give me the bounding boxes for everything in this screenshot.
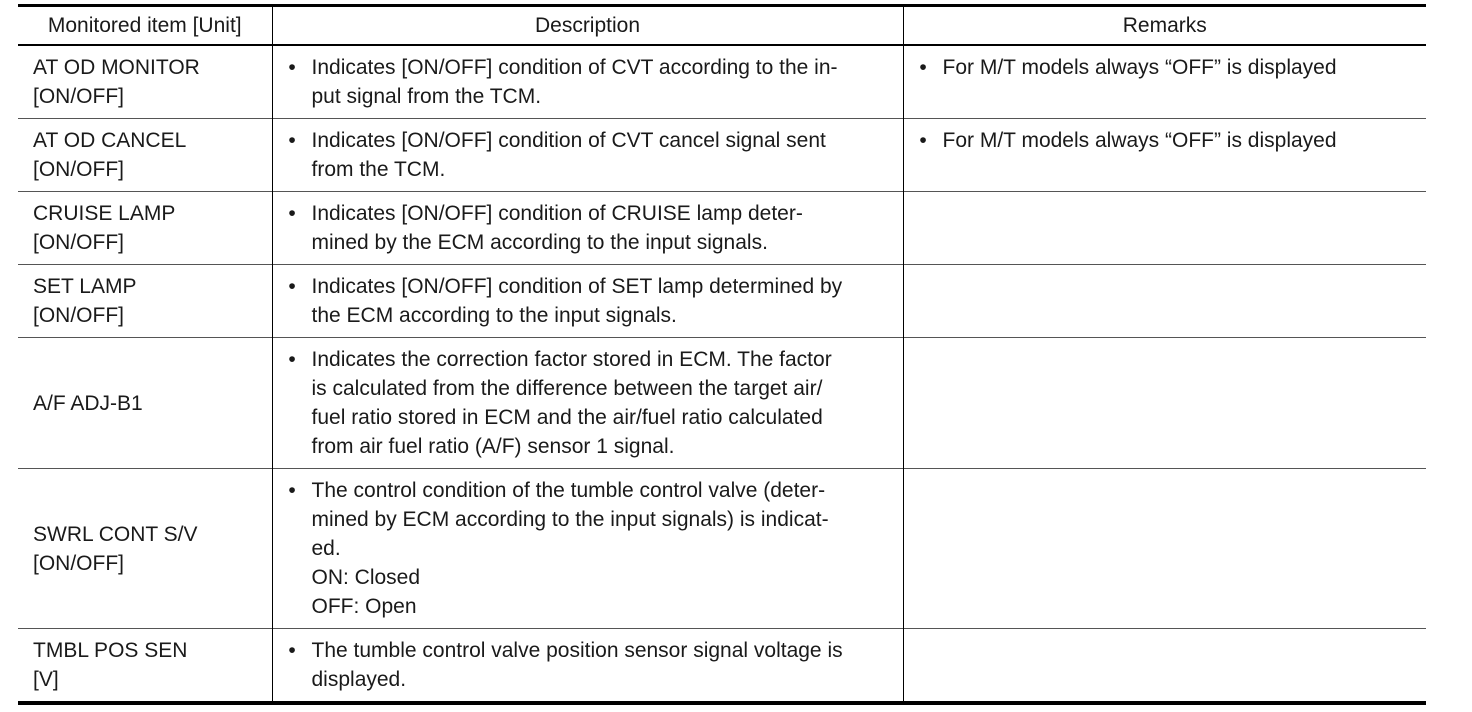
remarks-text: For M/T models always “OFF” is displayed [942,56,1337,79]
description-line: fuel ratio stored in ECM and the air/fuel ratio calculated [311,406,823,429]
remarks-text: For M/T models always “OFF” is displayed [942,129,1337,152]
header-remarks: Remarks [1122,14,1207,37]
description-line: is calculated from the difference between the target air/ [311,377,823,400]
remarks-cell [903,629,1426,704]
description-cell [272,469,903,629]
description-line: Indicates the correction factor stored in ECM. The factor [311,348,832,371]
table-row [18,629,1426,704]
bullet-marker: • [919,129,927,152]
description-line: Indicates [ON/OFF] condition of CVT cancel signal sent [311,129,826,152]
bullet-marker: • [288,202,296,225]
monitor-item-table [18,4,1426,705]
item-unit: [ON/OFF] [33,231,124,254]
description-cell [272,192,903,265]
description-line: The tumble control valve position sensor signal voltage is [311,639,843,662]
header-monitored-item: Monitored item [Unit] [18,6,272,46]
bullet-marker: • [288,639,296,662]
item-unit: [ON/OFF] [33,304,124,327]
description-line: mined by ECM according to the input signals) is indicat- [311,508,829,531]
description-cell [272,119,903,192]
table-row [18,192,1426,265]
remarks-cell [903,338,1426,469]
description-line: The control condition of the tumble control valve (deter- [311,479,826,502]
description-line: Indicates [ON/OFF] condition of CRUISE lamp deter- [311,202,803,225]
description-line: OFF: Open [311,595,417,618]
bullet-marker: • [288,56,296,79]
monitored-item-cell [18,265,272,338]
remarks-cell [903,45,1426,119]
item-name: AT OD CANCEL [33,129,187,152]
bullet-marker: • [288,129,296,152]
item-unit: [ON/OFF] [33,158,124,181]
monitored-item-cell [18,45,272,119]
header-description: Description [272,6,903,46]
description-line: displayed. [311,668,407,691]
bullet-marker: • [288,479,296,502]
description-line: from air fuel ratio (A/F) sensor 1 signal. [311,435,675,458]
description-line: mined by the ECM according to the input signals. [311,231,768,254]
description-cell [272,338,903,469]
bullet-marker: • [288,275,296,298]
table-row [18,119,1426,192]
item-name: TMBL POS SEN [33,639,188,662]
description-line: Indicates [ON/OFF] condition of SET lamp determined by [311,275,843,298]
header-row [18,6,1426,46]
monitored-item-cell [18,469,272,629]
remarks-cell [903,469,1426,629]
remarks-cell [903,192,1426,265]
item-unit: [ON/OFF] [33,85,124,108]
remarks-cell [903,265,1426,338]
description-cell [272,45,903,119]
description-cell [272,265,903,338]
table-row [18,45,1426,119]
table-row [18,469,1426,629]
description-line: the ECM according to the input signals. [311,304,677,327]
bullet-marker: • [288,348,296,371]
item-name: CRUISE LAMP [33,202,176,225]
item-name: A/F ADJ-B1 [33,391,143,415]
table-row [18,265,1426,338]
item-name: SWRL CONT S/V [33,522,198,546]
description-line: ed. [311,537,341,560]
table-row [18,338,1426,469]
item-unit: [ON/OFF] [33,551,124,575]
monitored-item-cell [18,192,272,265]
description-line: from the TCM. [311,158,446,181]
monitored-item-cell [18,629,272,704]
item-unit: [V] [33,668,59,691]
remarks-cell [903,119,1426,192]
monitored-item-cell [18,119,272,192]
description-line: Indicates [ON/OFF] condition of CVT according to the in- [311,56,838,79]
bullet-marker: • [919,56,927,79]
item-name: AT OD MONITOR [33,56,200,79]
item-name: SET LAMP [33,275,137,298]
monitored-item-cell [18,338,272,469]
description-line: put signal from the TCM. [311,85,542,108]
description-line: ON: Closed [311,566,421,589]
description-cell [272,629,903,704]
